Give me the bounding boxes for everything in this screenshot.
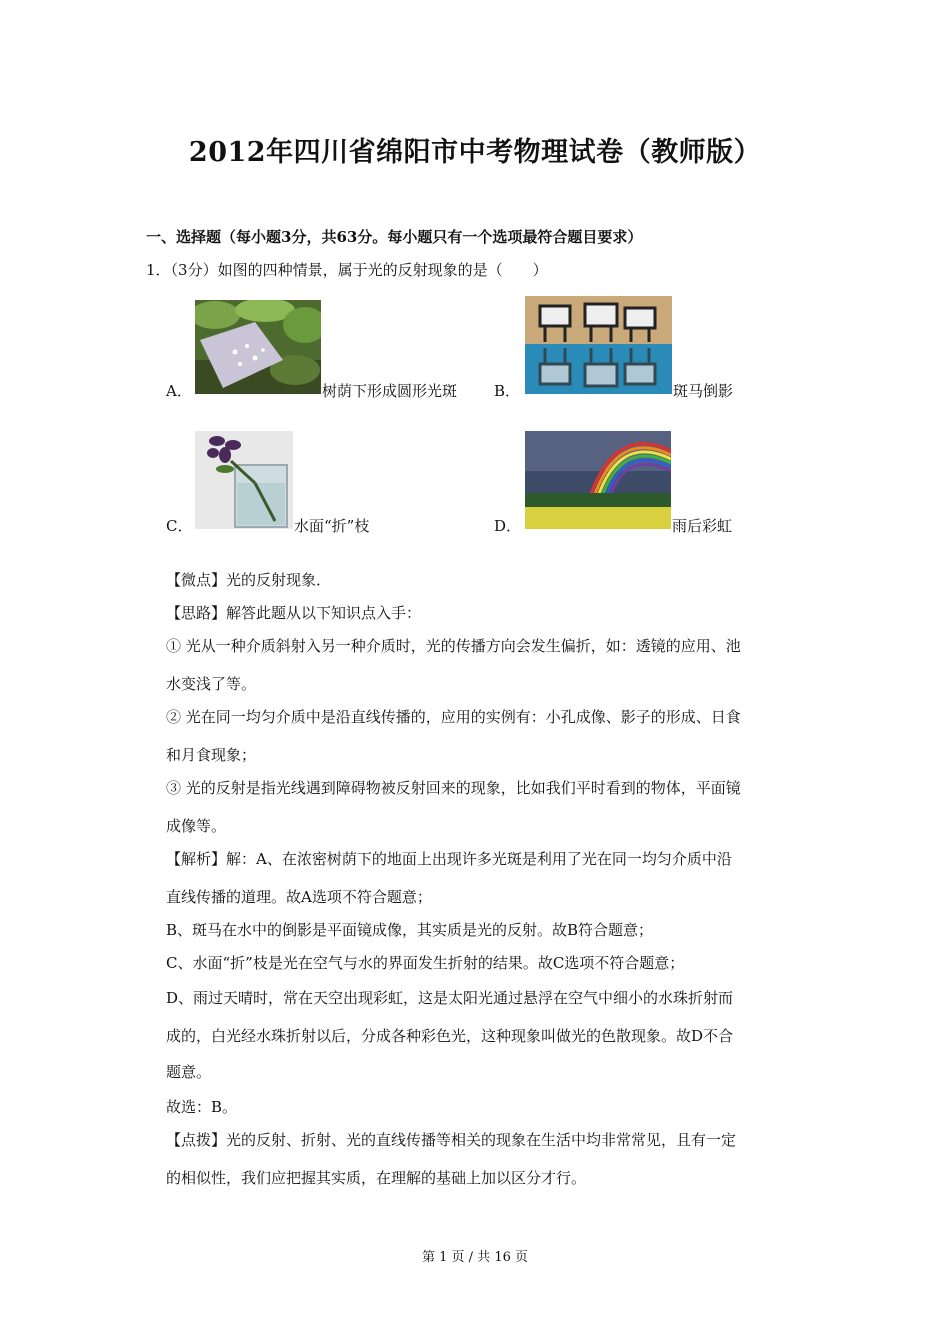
analysis-line: 【微点】光的反射现象． (166, 571, 332, 589)
analysis-line: 【思路】解答此题从以下知识点入手： (166, 604, 422, 622)
question-number: 1． (146, 261, 171, 279)
option-c-letter: C． (166, 517, 193, 535)
section-heading: 一、选择题（每小题3分，共63分。每小题只有一个选项最符合题目要求） (146, 228, 643, 246)
analysis-line: 直线传播的道理。故A选项不符合题意； (166, 888, 432, 906)
analysis-line: D、雨过天晴时，常在天空出现彩虹，这是太阳光通过悬浮在空气中细小的水珠折射而 (166, 989, 734, 1007)
page-title: 2012年四川省绵阳市中考物理试卷（教师版） (188, 137, 762, 168)
analysis-line: 【点拨】光的反射、折射、光的直线传播等相关的现象在生活中均非常常见，且有一定 (166, 1131, 737, 1149)
analysis-line: ① 光从一种介质斜射入另一种介质时，光的传播方向会发生偏折，如：透镜的应用、池 (166, 637, 741, 655)
zebra-reflection-image (525, 296, 672, 394)
analysis-line: ② 光在同一均匀介质中是沿直线传播的，应用的实例有：小孔成像、影子的形成、日食 (166, 708, 741, 726)
option-d-caption: 雨后彩虹 (672, 517, 733, 535)
analysis-line: C、水面“折”枝是光在空气与水的界面发生折射的结果。故C选项不符合题意； (166, 954, 685, 972)
option-d-letter: D． (494, 517, 522, 535)
analysis-line: ③ 光的反射是指光线遇到障碍物被反射回来的现象，比如我们平时看到的物体，平面镜 (166, 779, 741, 797)
analysis-line: 和月食现象； (166, 746, 257, 764)
option-a-letter: A． (166, 382, 192, 400)
analysis-line: 成像等。 (166, 817, 227, 835)
analysis-line: 成的，白光经水珠折射以后，分成各种彩色光，这种现象叫做光的色散现象。故D不合 (166, 1027, 734, 1045)
analysis-line: 题意。 (166, 1063, 212, 1081)
analysis-line: 水变浅了等。 (166, 675, 257, 693)
analysis-line: 故选：B。 (166, 1098, 238, 1116)
option-b-letter: B． (494, 382, 521, 400)
rainbow-image (525, 431, 671, 529)
analysis-line: 【解析】解：A、在浓密树荫下的地面上出现许多光斑是利用了光在同一均匀介质中沿 (166, 850, 732, 868)
option-c-caption: 水面“折”枝 (294, 517, 370, 535)
analysis-line: B、斑马在水中的倒影是平面镜成像，其实质是光的反射。故B符合题意； (166, 921, 654, 939)
flower-in-water-image (195, 431, 293, 529)
option-a-caption: 树荫下形成圆形光斑 (322, 382, 458, 400)
analysis-line: 的相似性，我们应把握其实质，在理解的基础上加以区分才行。 (166, 1169, 587, 1187)
tree-shade-image (195, 300, 321, 394)
page-footer: 第 1 页 / 共 16 页 (422, 1250, 528, 1265)
option-b-caption: 斑马倒影 (673, 382, 734, 400)
question-stem (146, 259, 548, 280)
question-text: （3分）如图的四种情景，属于光的反射现象的是（ ） (170, 261, 548, 279)
